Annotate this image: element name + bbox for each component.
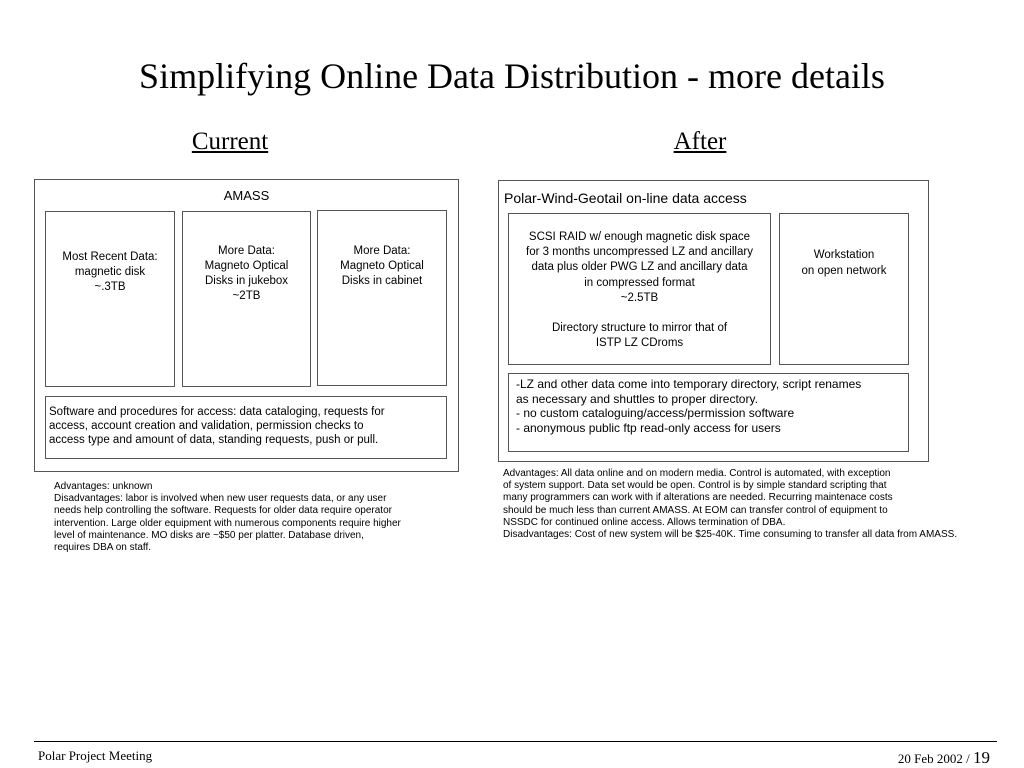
footer-date: 20 Feb 2002 /	[897, 751, 973, 766]
most-recent-data-box	[45, 211, 175, 387]
footer-date-page	[898, 748, 990, 768]
footer-divider	[34, 741, 997, 742]
scsi-raid-text: SCSI RAID w/ enough magnetic disk space for 3 months uncompressed LZ and ancillary data plus older PWG LZ and ancillary data in compressed format ~2.5TB Directory structure to mirror that of ISTP LZ CDroms	[526, 231, 753, 350]
lz-process-text: -LZ and other data come into temporary directory, script renames as necessary and shuttles to proper directory. - no custom cataloguing/access/permission software - anonymous public ftp read-only access for users	[516, 377, 862, 435]
workstation-box	[779, 213, 909, 365]
after-advantages-notes: Advantages: All data online and on modern media. Control is automated, with exception of system support. Data set would be open. Control is by simple standard scripting that many programmers can work with if alterations are needed. Recurring maintenace costs should be much less than current AMASS. At EOM can transfer control of equipment to NSSDC for continued online access. Allows termination of DBA. Disadvantages: Cost of new system will be $25-40K. Time consuming to transfer all data from AMASS.	[503, 468, 958, 541]
most-recent-data-text: Most Recent Data: magnetic disk ~.3TB	[62, 251, 158, 293]
software-procedures-text: Software and procedures for access: data cataloging, requests for access, account creation and validation, permission checks to access type and amount of data, standing requests, push or pull.	[49, 406, 385, 446]
cabinet-data-box	[317, 210, 447, 386]
pwg-online-label: Polar-Wind-Geotail on-line data access	[504, 190, 747, 206]
amass-label: AMASS	[223, 188, 270, 203]
slide-title: Simplifying Online Data Distribution - more details	[139, 56, 885, 96]
footer-meeting-name: Polar Project Meeting	[38, 748, 153, 763]
jukebox-data-text: More Data: Magneto Optical Disks in jukebox ~2TB	[204, 245, 289, 302]
after-heading: After	[673, 128, 727, 155]
workstation-text: Workstation on open network	[801, 249, 887, 277]
current-advantages-notes: Advantages: unknown Disadvantages: labor is involved when new user requests data, or any user needs help controlling the software. Requests for older data require operator intervention. Large older equipment with numerous components require higher level of maintenance. MO disks are ~$50 per platter. Database driven, requires DBA on staff.	[54, 481, 401, 554]
current-heading: Current	[191, 128, 269, 155]
cabinet-data-text: More Data: Magneto Optical Disks in cabinet	[340, 245, 424, 287]
footer-page-number: 19	[973, 748, 990, 767]
